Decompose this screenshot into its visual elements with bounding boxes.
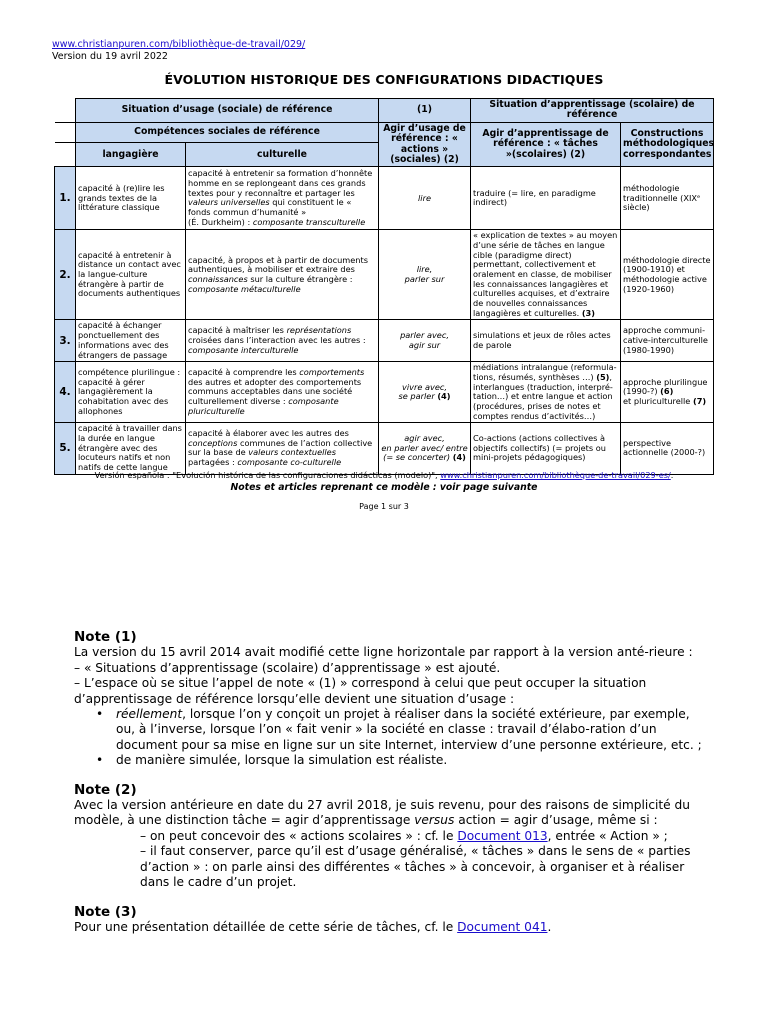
cell-language: capacité à entretenir à distance un contact avec la langue-culture étrangère à partir de documents authentiques	[76, 230, 186, 320]
page-number: Page 1 sur 3	[359, 502, 409, 511]
header-learning-situation: Situation d’apprentissage (scolaire) de référence	[471, 99, 714, 123]
cell-language: capacité à travailler dans la durée en langue étrangère avec des locuteurs natifs et non natifs de cette langue	[76, 423, 186, 474]
cell-construction: approche communi-cative-interculturelle (1980-1990)	[621, 320, 714, 362]
cell-construction: méthodologie directe (1900-1910) et méthodologie active (1920-1960)	[621, 230, 714, 320]
table-row	[55, 167, 714, 230]
cell-learning-task: Co-actions (actions collectives à objectifs collectifs) (= projets ou mini-projets pédagogiques)	[471, 423, 621, 474]
document-041-link[interactable]: Document 041	[457, 919, 548, 934]
note-2-title: Note (2)	[74, 781, 137, 798]
bullet-icon: •	[96, 707, 104, 722]
spanish-version-link[interactable]: www.christianpuren.com/bibliothèque-de-travail/029-es/	[440, 470, 671, 480]
document-013-link[interactable]: Document 013	[457, 828, 548, 843]
cell-language: capacité à (re)lire les grands textes de la littérature classique	[76, 167, 186, 230]
header-learning-tasks: Agir d’apprentissage de référence : « tâches »(scolaires) (2)	[471, 122, 621, 167]
cell-usage-action: vivre avec, se parler (4)	[379, 362, 471, 423]
note-2-item: – on peut concevoir des « actions scolaires » : cf. le Document 013, entrée « Action » ;	[140, 828, 668, 843]
cell-cultural: capacité à élaborer avec les autres des conceptions communes de l’action collective sur la base de valeurs contextuelles partagées : composante co-culturelle	[186, 423, 379, 474]
header-note-1: (1)	[379, 99, 471, 123]
version-date: Version du 19 avril 2022	[52, 51, 168, 62]
row-number: 4.	[55, 362, 76, 423]
cell-learning-task: traduire (= lire, en paradigme indirect)	[471, 167, 621, 230]
notes-reference: Notes et articles reprenant ce modèle : voir page suivante	[230, 482, 538, 493]
cell-usage-action: lire, parler sur	[379, 230, 471, 320]
table-row	[55, 362, 714, 423]
note-3-title: Note (3)	[74, 903, 137, 920]
header-language: langagière	[76, 143, 186, 167]
document-title: ÉVOLUTION HISTORIQUE DES CONFIGURATIONS DIDACTIQUES	[164, 72, 604, 87]
list-item: • de manière simulée, lorsque la simulation est réaliste.	[96, 753, 448, 768]
table-row	[55, 320, 714, 362]
cell-language: compétence plurilingue : capacité à gérer langagièrement la cohabitation avec des allophones	[76, 362, 186, 423]
page-2-notes	[74, 630, 704, 935]
bullet-icon: •	[96, 753, 104, 768]
table-row	[55, 423, 714, 474]
cell-learning-task: simulations et jeux de rôles actes de parole	[471, 320, 621, 362]
note-2-paragraph: Avec la version antérieure en date du 27 avril 2018, je suis revenu, pour des raisons de simplicité du modèle, à une distinction tâche = agir d’apprentissage versus action = agir d’usage, même si :	[74, 798, 691, 828]
header-usage-situation: Situation d’usage (sociale) de référence	[76, 99, 379, 123]
row-number: 3.	[55, 320, 76, 362]
header-methodological-constructions: Constructions méthodologiques correspondantes	[621, 122, 714, 167]
cell-usage-action: lire	[379, 167, 471, 230]
cell-construction: perspective actionnelle (2000-?)	[621, 423, 714, 474]
cell-construction: méthodologie traditionnelle (XIXᵉ siècle)	[621, 167, 714, 230]
configurations-table	[54, 98, 714, 475]
note-1-title: Note (1)	[74, 629, 137, 645]
cell-learning-task: « explication de textes » au moyen d’une série de tâches en langue cible (paradigme direct) permettant, collectivement et oralement en classe, de mobiliser les connaissances langagières et culturelles acquises, et d’extraire de nouvelles connaissances langagières et culturelles. (3)	[471, 230, 621, 320]
cell-cultural: capacité à comprendre les comportements des autres et adopter des comportements communs acceptables dans une société culturellement diverse : composante pluriculturelle	[186, 362, 379, 423]
cell-usage-action: agir avec, en parler avec/ entre (= se concerter) (4)	[379, 423, 471, 474]
cell-cultural: capacité à maîtriser les représentations croisées dans l’interaction avec les autres : composante interculturelle	[186, 320, 379, 362]
cell-usage-action: parler avec, agir sur	[379, 320, 471, 362]
header-social-competences: Compétences sociales de référence	[76, 122, 379, 142]
row-number: 5.	[55, 423, 76, 474]
header-cultural: culturelle	[186, 143, 379, 167]
cell-language: capacité à échanger ponctuellement des informations avec des étrangers de passage	[76, 320, 186, 362]
note-1-paragraph: – L’espace où se situe l’appel de note « (1) » correspond à celui que peut occuper la situation d’apprentissage de référence lorsqu’elle devient une situation d’usage :	[74, 676, 647, 706]
note-2-item: – il faut conserver, parce qu’il est d’usage généralisé, « tâches » dans le sens de « parties d’action » : on parle ainsi des différentes « tâches » à concevoir, à organiser et à réaliser dans le cadre d’un projet.	[140, 844, 691, 890]
note-3-paragraph: Pour une présentation détaillée de cette série de tâches, cf. le Document 041.	[74, 919, 552, 934]
header-usage-actions: Agir d’usage de référence : « actions » (sociales) (2)	[379, 122, 471, 167]
note-1-paragraph: – « Situations d’apprentissage (scolaire) d’apprentissage » est ajouté.	[74, 660, 501, 675]
row-number: 1.	[55, 167, 76, 230]
list-item: • réellement, lorsque l’on y conçoit un projet à réaliser dans la société extérieure, par exemple, ou, à l’inverse, lorsque l’on « fait venir » la société en classe : travail d’élabo-ration d’un document pour sa mise en ligne sur un site Internet, interview d’une personne extérieure, etc. ;	[96, 707, 702, 752]
cell-learning-task: médiations intralangue (reformula-tions, résumés, synthèses …) (5), interlangues (traduction, interpré-tation…) et entre langue et action (procédures, prises de notes et comptes rendus d’activités…)	[471, 362, 621, 423]
row-number: 2.	[55, 230, 76, 320]
cell-construction: approche plurilingue (1990-?) (6) et pluriculturelle (7)	[621, 362, 714, 423]
cell-cultural: capacité, à propos et à partir de documents authentiques, à mobiliser et extraire des connaissances sur la culture étrangère : composante métaculturelle	[186, 230, 379, 320]
note-1-paragraph: La version du 15 avril 2014 avait modifié cette ligne horizontale par rapport à la version anté-rieure :	[74, 645, 693, 660]
cell-cultural: capacité à entretenir sa formation d’honnête homme en se replongeant dans ces grands textes pour y reconnaître et partager les valeurs universelles qui constituent le « fonds commun d’humanité » (É. Durkheim) : composante transculturelle	[186, 167, 379, 230]
table-row	[55, 230, 714, 320]
note-1-bullet-list	[74, 707, 704, 769]
spanish-version-line: Versión española : "Evolución histórica de las configuraciones didácticas (modelo)", www.christianpuren.com/bibliothèque-de-travail/029-es/.	[94, 470, 674, 480]
header-url-link[interactable]: www.christianpuren.com/bibliothèque-de-travail/029/	[52, 39, 306, 50]
